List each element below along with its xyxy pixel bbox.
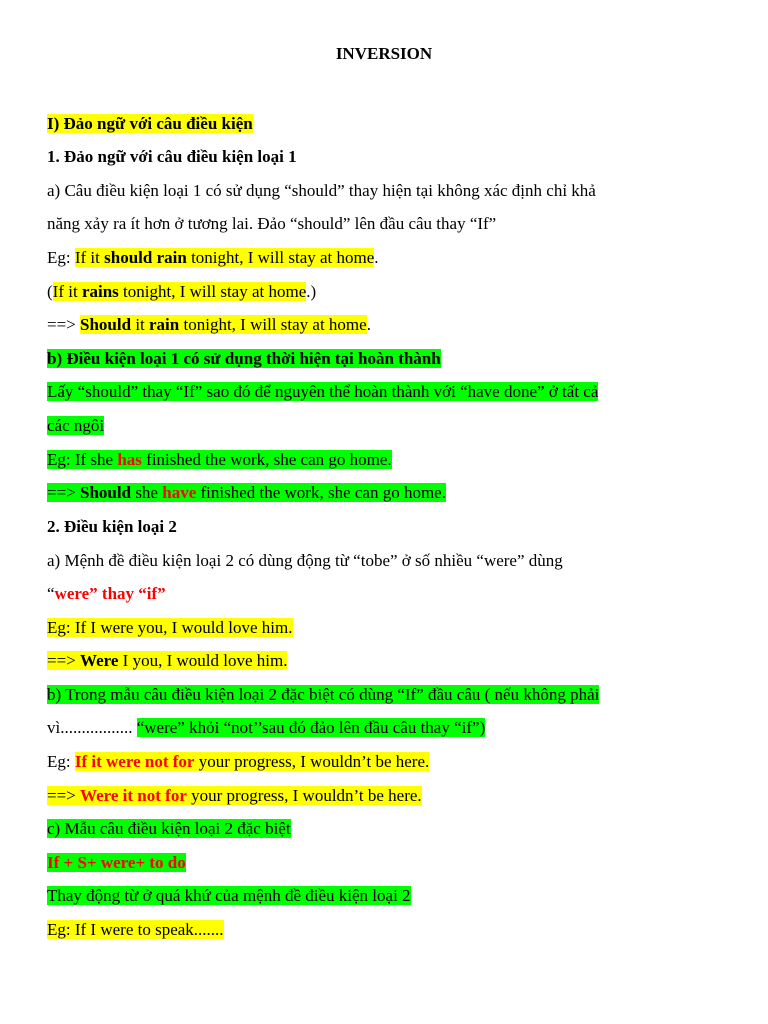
example-line: ==> Were I you, I would love him. xyxy=(47,651,288,670)
paragraph-line: các ngôi xyxy=(47,416,105,435)
subheading-type-2: 2. Điều kiện loại 2 xyxy=(47,517,177,536)
example-line: Eg: If I were to speak....... xyxy=(47,920,224,939)
example-line: Eg: If it should rain tonight, I will stay at home. xyxy=(47,248,379,267)
example-line: ==> Should she have finished the work, she can go home. xyxy=(47,483,446,502)
section-heading-1: I) Đảo ngữ với câu điều kiện xyxy=(47,114,253,133)
paragraph-line: năng xảy ra ít hơn ở tương lai. Đảo “should” lên đầu câu thay “If” xyxy=(47,214,497,233)
formula-line: If + S+ were+ to do xyxy=(47,853,186,872)
subheading-type-1: 1. Đảo ngữ với câu điều kiện loại 1 xyxy=(47,147,297,166)
example-line: (If it rains tonight, I will stay at home.) xyxy=(47,282,317,301)
paragraph-line: a) Câu điều kiện loại 1 có sử dụng “should” thay hiện tại không xác định chỉ khả xyxy=(47,181,596,200)
example-line: Eg: If she has finished the work, she can go home. xyxy=(47,450,392,469)
example-line: ==> Were it not for your progress, I wouldn’t be here. xyxy=(47,786,422,805)
paragraph-line: b) Trong mẫu câu điều kiện loại 2 đặc biệt có dùng “If” đầu câu ( nếu không phải xyxy=(47,685,600,704)
paragraph-line: “were” thay “if” xyxy=(47,584,166,603)
example-line: Eg: If it were not for your progress, I wouldn’t be here. xyxy=(47,752,430,771)
subheading-special: c) Mẫu câu điều kiện loại 2 đặc biệt xyxy=(47,819,291,838)
subheading-perfect: b) Điều kiện loại 1 có sử dụng thời hiện tại hoàn thành xyxy=(47,349,441,368)
page-title: INVERSION xyxy=(335,44,433,63)
example-line: ==> Should it rain tonight, I will stay at home. xyxy=(47,315,371,334)
paragraph-line: Lấy “should” thay “If” sao đó để nguyên thể hoàn thành với “have done” ở tất cả xyxy=(47,382,599,401)
paragraph-line: a) Mệnh đề điều kiện loại 2 có dùng động từ “tobe” ở số nhiều “were” dùng xyxy=(47,551,563,570)
paragraph-line: vì................. “were” khỏi “not’’sau đó đảo lên đầu câu thay “if”) xyxy=(47,718,486,737)
example-line: Eg: If I were you, I would love him. xyxy=(47,618,293,637)
paragraph-line: Thay động từ ở quá khứ của mệnh đề điều kiện loại 2 xyxy=(47,886,411,905)
